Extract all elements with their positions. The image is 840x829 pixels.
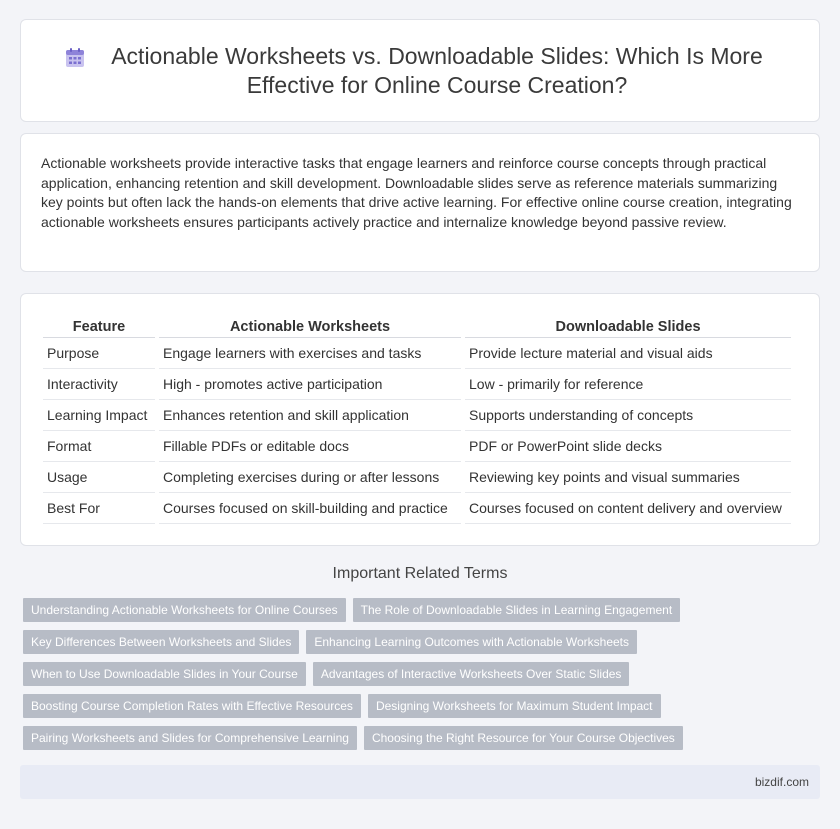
calendar-icon	[63, 46, 87, 70]
title-wrap	[63, 42, 777, 100]
table-cell: Fillable PDFs or editable docs	[159, 431, 461, 462]
table-cell: Low - primarily for reference	[465, 369, 791, 400]
comparison-card	[20, 293, 820, 546]
table-cell: High - promotes active participation	[159, 369, 461, 400]
table-cell: Learning Impact	[43, 400, 155, 431]
table-row	[43, 431, 791, 462]
table-cell: Interactivity	[43, 369, 155, 400]
related-term-link[interactable]: Enhancing Learning Outcomes with Actionable Worksheets	[306, 630, 637, 654]
related-term-link[interactable]: Pairing Worksheets and Slides for Comprehensive Learning	[23, 726, 357, 750]
table-header-row	[43, 314, 791, 338]
table-cell: Provide lecture material and visual aids	[465, 338, 791, 369]
table-row	[43, 493, 791, 524]
table-cell: Completing exercises during or after lessons	[159, 462, 461, 493]
table-cell: PDF or PowerPoint slide decks	[465, 431, 791, 462]
table-cell: Purpose	[43, 338, 155, 369]
table-row	[43, 462, 791, 493]
related-term-link[interactable]: Advantages of Interactive Worksheets Over Static Slides	[313, 662, 630, 686]
comparison-table	[39, 314, 795, 524]
related-term-link[interactable]: When to Use Downloadable Slides in Your Course	[23, 662, 306, 686]
related-term-link[interactable]: Designing Worksheets for Maximum Student Impact	[368, 694, 661, 718]
table-cell: Best For	[43, 493, 155, 524]
table-cell: Enhances retention and skill application	[159, 400, 461, 431]
intro-paragraph: Actionable worksheets provide interactive tasks that engage learners and reinforce course concepts through practical application, enhancing retention and skill development. Downloadable slides serve as reference materials summarizing key points but often lack the hands-on elements that drive active learning. For effective online course creation, integrating actionable worksheets ensures participants actively practice and internalize knowledge beyond passive review.	[41, 155, 792, 230]
related-term-link[interactable]: Choosing the Right Resource for Your Course Objectives	[364, 726, 683, 750]
related-term-link[interactable]: Key Differences Between Worksheets and Slides	[23, 630, 299, 654]
related-terms-heading: Important Related Terms	[332, 565, 508, 582]
intro-card	[20, 133, 820, 272]
table-cell: Reviewing key points and visual summaries	[465, 462, 791, 493]
table-row	[43, 400, 791, 431]
table-cell: Courses focused on skill-building and practice	[159, 493, 461, 524]
page-title: Actionable Worksheets vs. Downloadable Slides: Which Is More Effective for Online Course Creation?	[111, 42, 763, 98]
header-card	[20, 19, 820, 122]
table-cell: Courses focused on content delivery and overview	[465, 493, 791, 524]
table-cell: Usage	[43, 462, 155, 493]
related-terms-list	[23, 598, 703, 750]
table-cell: Format	[43, 431, 155, 462]
site-credit[interactable]: bizdif.com	[754, 775, 809, 789]
table-cell: Engage learners with exercises and tasks	[159, 338, 461, 369]
column-header-worksheets: Actionable Worksheets	[159, 314, 461, 338]
related-term-link[interactable]: Understanding Actionable Worksheets for Online Courses	[23, 598, 346, 622]
table-row	[43, 369, 791, 400]
footer-bar	[20, 765, 820, 799]
related-term-link[interactable]: Boosting Course Completion Rates with Effective Resources	[23, 694, 361, 718]
related-term-link[interactable]: The Role of Downloadable Slides in Learning Engagement	[353, 598, 681, 622]
table-row	[43, 338, 791, 369]
table-cell: Supports understanding of concepts	[465, 400, 791, 431]
column-header-feature: Feature	[43, 314, 155, 338]
column-header-slides: Downloadable Slides	[465, 314, 791, 338]
